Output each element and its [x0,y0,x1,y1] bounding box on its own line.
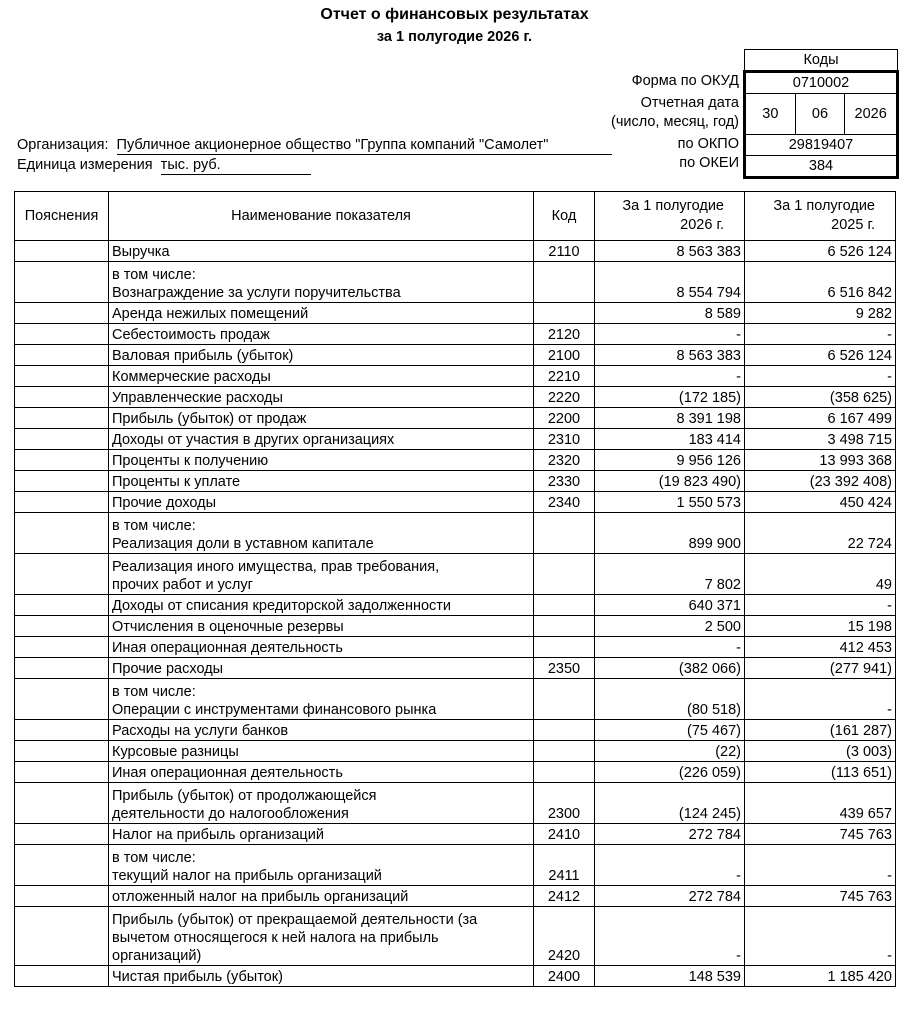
financial-results-table [14,191,896,987]
row-previous-value: 9 282 [745,303,896,324]
row-code [534,637,595,658]
row-previous-value: 439 657 [745,783,896,824]
row-current-value: 7 802 [595,554,745,595]
row-name-line: Прибыль (убыток) от продаж [112,411,307,427]
table-row [15,554,896,595]
row-name-line: организаций) [112,948,202,964]
okpo-label: по ОКПО [677,136,739,152]
row-name-line: Прибыль (убыток) от прекращаемой деятельности (за [112,912,478,928]
table-row [15,471,896,492]
row-notes [15,345,109,366]
row-name [109,720,534,741]
row-current-value: (382 066) [595,658,745,679]
row-notes [15,886,109,907]
unit-line [17,156,311,175]
row-current-value: 899 900 [595,513,745,554]
row-name [109,679,534,720]
row-name [109,241,534,262]
table-row [15,513,896,554]
row-name-line: Реализация доли в уставном капитале [112,536,374,552]
row-name [109,345,534,366]
row-name-line: Доходы от участия в других организациях [112,432,395,448]
table-row [15,845,896,886]
row-name-line: Прочие расходы [112,661,224,677]
date-format-label: (число, месяц, год) [611,114,739,130]
okei-label: по ОКЕИ [679,155,739,171]
table-row [15,824,896,845]
row-previous-value: (113 651) [745,762,896,783]
row-notes [15,762,109,783]
row-name-line: в том числе: [112,684,196,700]
col-current-line2: 2026 г. [680,217,724,233]
row-name-line: Управленческие расходы [112,390,283,406]
row-current-value: - [595,637,745,658]
row-code: 2330 [534,471,595,492]
row-current-value: - [595,907,745,966]
okud-label: Форма по ОКУД [631,73,739,89]
row-notes [15,741,109,762]
col-code: Код [534,192,595,241]
row-name-line: текущий налог на прибыль организаций [112,868,382,884]
table-row [15,387,896,408]
col-previous [745,192,896,241]
row-current-value: - [595,366,745,387]
table-row [15,616,896,637]
organization-name: Публичное акционерное общество "Группа компаний "Самолет" [117,136,612,155]
row-previous-value: 412 453 [745,637,896,658]
row-name-line: Выручка [112,244,170,260]
row-previous-value: 745 763 [745,824,896,845]
row-code: 2310 [534,429,595,450]
table-header-row [15,192,896,241]
unit-label: Единица измерения [17,157,153,173]
row-name [109,387,534,408]
date-month: 06 [795,94,845,135]
row-notes [15,241,109,262]
okpo-code: 29819407 [745,135,898,156]
row-name [109,616,534,637]
row-name-line: Вознаграждение за услуги поручительства [112,285,401,301]
row-previous-value: 22 724 [745,513,896,554]
row-current-value: (226 059) [595,762,745,783]
row-notes [15,966,109,987]
row-name [109,783,534,824]
row-current-value: (19 823 490) [595,471,745,492]
table-row [15,303,896,324]
row-code: 2110 [534,241,595,262]
row-code [534,616,595,637]
row-notes [15,324,109,345]
row-previous-value: (23 392 408) [745,471,896,492]
row-name [109,471,534,492]
row-current-value: - [595,845,745,886]
row-notes [15,637,109,658]
row-code: 2200 [534,408,595,429]
row-code [534,762,595,783]
row-notes [15,366,109,387]
row-code: 2350 [534,658,595,679]
row-name [109,408,534,429]
table-row [15,429,896,450]
row-notes [15,595,109,616]
row-previous-value: 13 993 368 [745,450,896,471]
row-notes [15,303,109,324]
row-notes [15,783,109,824]
row-name-line: отложенный налог на прибыль организаций [112,889,409,905]
row-code: 2400 [534,966,595,987]
row-previous-value: 6 516 842 [745,262,896,303]
row-name-line: Реализация иного имущества, прав требования, [112,559,440,575]
date-year: 2026 [845,94,898,135]
row-name-line: Операции с инструментами финансового рынка [112,702,437,718]
row-notes [15,554,109,595]
row-current-value: 2 500 [595,616,745,637]
row-code [534,303,595,324]
row-name-line: Расходы на услуги банков [112,723,289,739]
row-name [109,762,534,783]
row-name-line: Аренда нежилых помещений [112,306,309,322]
row-code [534,262,595,303]
row-current-value: 8 391 198 [595,408,745,429]
table-row [15,720,896,741]
table-row [15,595,896,616]
codes-table [743,49,899,179]
row-name [109,845,534,886]
row-previous-value: 745 763 [745,886,896,907]
row-name-line: прочих работ и услуг [112,577,253,593]
row-name-line: Прибыль (убыток) от продолжающейся [112,788,377,804]
row-code [534,679,595,720]
report-period: за 1 полугодие 2026 г. [376,29,533,45]
row-current-value: 8 554 794 [595,262,745,303]
row-current-value: 9 956 126 [595,450,745,471]
row-previous-value: 450 424 [745,492,896,513]
row-previous-value: 6 526 124 [745,241,896,262]
table-row [15,741,896,762]
row-current-value: 183 414 [595,429,745,450]
row-name [109,966,534,987]
row-code: 2300 [534,783,595,824]
row-notes [15,907,109,966]
table-row [15,762,896,783]
row-code: 2320 [534,450,595,471]
row-current-value: 8 563 383 [595,345,745,366]
row-name-line: в том числе: [112,267,196,283]
row-name [109,450,534,471]
row-previous-value: 6 526 124 [745,345,896,366]
table-row [15,241,896,262]
row-name [109,824,534,845]
row-code: 2220 [534,387,595,408]
okei-code: 384 [745,156,898,178]
row-name-line: вычетом относящегося к ней налога на прибыль [112,930,439,946]
row-code [534,741,595,762]
table-row [15,366,896,387]
row-previous-value: (358 625) [745,387,896,408]
row-current-value: (80 518) [595,679,745,720]
table-row [15,450,896,471]
row-name [109,262,534,303]
unit-value: тыс. руб. [161,156,311,175]
organization-line [17,136,612,155]
table-row [15,783,896,824]
row-name [109,366,534,387]
row-notes [15,408,109,429]
date-label: Отчетная дата [640,95,739,111]
row-current-value: (22) [595,741,745,762]
row-notes [15,450,109,471]
row-previous-value: 49 [745,554,896,595]
row-notes [15,429,109,450]
row-current-value: 8 563 383 [595,241,745,262]
col-previous-line1: За 1 полугодие [773,198,875,214]
table-row [15,679,896,720]
row-notes [15,492,109,513]
report-title: Отчет о финансовых результатах [320,6,589,23]
row-name-line: Себестоимость продаж [112,327,270,343]
row-code: 2420 [534,907,595,966]
col-current-line1: За 1 полугодие [622,198,724,214]
row-code: 2412 [534,886,595,907]
row-notes [15,387,109,408]
codes-header: Коды [745,50,898,72]
row-notes [15,471,109,492]
row-current-value: 272 784 [595,886,745,907]
row-current-value: (172 185) [595,387,745,408]
table-row [15,492,896,513]
row-name-line: Налог на прибыль организаций [112,827,324,843]
row-previous-value: (277 941) [745,658,896,679]
table-row [15,345,896,366]
row-notes [15,658,109,679]
row-name-line: в том числе: [112,850,196,866]
table-row [15,262,896,303]
row-name [109,429,534,450]
row-name-line: Прочие доходы [112,495,217,511]
row-code [534,513,595,554]
row-name [109,741,534,762]
table-row [15,637,896,658]
row-name-line: Коммерческие расходы [112,369,271,385]
row-name-line: Отчисления в оценочные резервы [112,619,344,635]
row-previous-value: 3 498 715 [745,429,896,450]
table-row [15,907,896,966]
organization-label: Организация: [17,137,109,153]
row-current-value: (75 467) [595,720,745,741]
row-name-line: деятельности до налогообложения [112,806,349,822]
row-name [109,907,534,966]
row-previous-value: - [745,845,896,886]
row-name [109,324,534,345]
row-name [109,595,534,616]
row-name-line: в том числе: [112,518,196,534]
row-code [534,595,595,616]
row-current-value: 1 550 573 [595,492,745,513]
row-previous-value: - [745,324,896,345]
row-name-line: Курсовые разницы [112,744,239,760]
row-previous-value: (3 003) [745,741,896,762]
table-row [15,324,896,345]
row-code: 2411 [534,845,595,886]
row-name [109,637,534,658]
table-row [15,966,896,987]
row-name-line: Чистая прибыль (убыток) [112,969,283,985]
row-previous-value: - [745,595,896,616]
row-previous-value: (161 287) [745,720,896,741]
table-row [15,408,896,429]
row-name [109,303,534,324]
row-current-value: 8 589 [595,303,745,324]
row-code [534,554,595,595]
col-current [595,192,745,241]
row-current-value: 272 784 [595,824,745,845]
row-name-line: Валовая прибыль (убыток) [112,348,294,364]
row-notes [15,824,109,845]
row-code: 2100 [534,345,595,366]
row-previous-value: 15 198 [745,616,896,637]
row-notes [15,679,109,720]
row-name-line: Проценты к уплате [112,474,241,490]
row-name-line: Проценты к получению [112,453,269,469]
date-day: 30 [745,94,796,135]
row-previous-value: - [745,366,896,387]
row-code: 2210 [534,366,595,387]
table-row [15,658,896,679]
row-previous-value: 6 167 499 [745,408,896,429]
row-name [109,886,534,907]
col-notes: Пояснения [15,192,109,241]
table-row [15,886,896,907]
row-current-value: 148 539 [595,966,745,987]
row-current-value: 640 371 [595,595,745,616]
row-previous-value: 1 185 420 [745,966,896,987]
row-previous-value: - [745,907,896,966]
row-current-value: - [595,324,745,345]
col-previous-line2: 2025 г. [831,217,875,233]
row-name [109,513,534,554]
row-code: 2410 [534,824,595,845]
row-current-value: (124 245) [595,783,745,824]
row-notes [15,513,109,554]
row-notes [15,720,109,741]
row-notes [15,845,109,886]
col-name: Наименование показателя [109,192,534,241]
row-name-line: Доходы от списания кредиторской задолженности [112,598,452,614]
row-code [534,720,595,741]
row-name-line: Иная операционная деятельность [112,640,343,656]
row-code: 2340 [534,492,595,513]
row-previous-value: - [745,679,896,720]
row-name [109,658,534,679]
row-name [109,554,534,595]
row-notes [15,616,109,637]
row-code: 2120 [534,324,595,345]
row-name [109,492,534,513]
row-name-line: Иная операционная деятельность [112,765,343,781]
okud-code: 0710002 [745,72,898,94]
row-notes [15,262,109,303]
